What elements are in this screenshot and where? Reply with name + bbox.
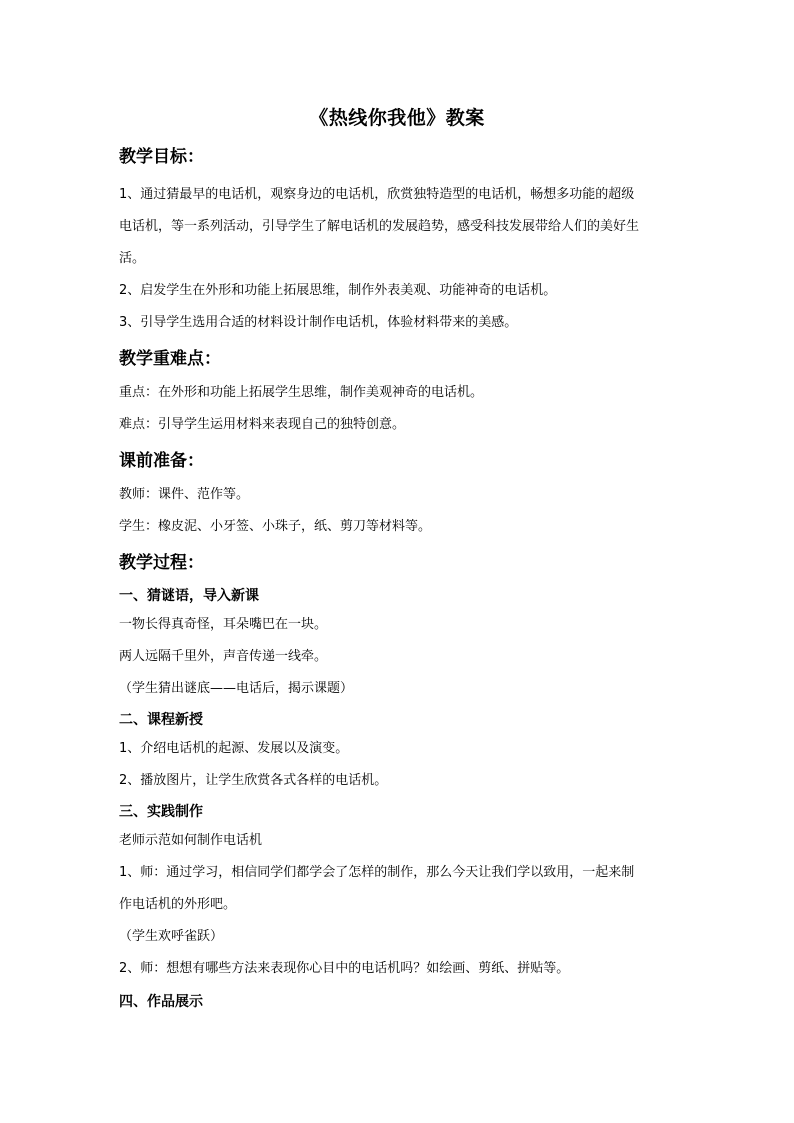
document-title: 《热线你我他》教案 bbox=[309, 107, 485, 129]
step1-heading: 一、猜谜语，导入新课 bbox=[119, 588, 259, 604]
step3-heading: 三、实践制作 bbox=[119, 804, 203, 820]
key-point-line: 难点：引导学生运用材料来表现自己的独特创意。 bbox=[119, 417, 406, 432]
prep-block bbox=[119, 479, 679, 543]
key-points-block bbox=[119, 377, 679, 441]
step3-line: 老师示范如何制作电话机 bbox=[119, 833, 263, 848]
key-points-heading: 教学重难点： bbox=[119, 349, 221, 369]
step1-line: （学生猜出谜底——电话后，揭示课题） bbox=[119, 681, 354, 696]
step4-heading: 四、作品展示 bbox=[119, 994, 203, 1010]
step2-line: 1、介绍电话机的起源、发展以及演变。 bbox=[119, 741, 349, 756]
prep-line: 学生：橡皮泥、小牙签、小珠子，纸、剪刀等材料等。 bbox=[119, 519, 432, 534]
document-body bbox=[119, 143, 679, 1013]
step2-line: 2、播放图片，让学生欣赏各式各样的电话机。 bbox=[119, 773, 388, 788]
goals-block bbox=[119, 179, 679, 339]
step3-line: 作电话机的外形吧。 bbox=[119, 897, 237, 912]
process-heading: 教学过程： bbox=[119, 553, 204, 573]
step1-line: 两人远隔千里外，声音传递一线牵。 bbox=[119, 649, 328, 664]
step3-line: （学生欢呼雀跃） bbox=[119, 929, 224, 944]
step3-line: 1、师：通过学习，相信同学们都学会了怎样的制作，那么今天让我们学以致用，一起来制 bbox=[119, 865, 635, 880]
step2-block bbox=[119, 733, 679, 797]
step1-line: 一物长得真奇怪，耳朵嘴巴在一块。 bbox=[119, 617, 328, 632]
step1-block bbox=[119, 609, 679, 705]
goals-line: 1、通过猜最早的电话机，观察身边的电话机，欣赏独特造型的电话机，畅想多功能的超级 bbox=[119, 187, 635, 202]
prep-heading: 课前准备： bbox=[119, 451, 204, 471]
goals-line: 活。 bbox=[119, 251, 146, 266]
goals-line: 3、引导学生选用合适的材料设计制作电话机，体验材料带来的美感。 bbox=[119, 315, 518, 330]
prep-line: 教师：课件、范作等。 bbox=[119, 487, 250, 502]
step3-block bbox=[119, 825, 679, 985]
goals-line: 电话机，等一系列活动，引导学生了解电话机的发展趋势，感受科技发展带给人们的美好生 bbox=[119, 219, 640, 234]
key-point-line: 重点：在外形和功能上拓展学生思维，制作美观神奇的电话机。 bbox=[119, 385, 484, 400]
step2-heading: 二、课程新授 bbox=[119, 712, 203, 728]
step3-line: 2、师：想想有哪些方法来表现你心目中的电话机吗？如绘画、剪纸、拼贴等。 bbox=[119, 961, 570, 976]
goals-heading: 教学目标： bbox=[119, 147, 204, 167]
goals-line: 2、启发学生在外形和功能上拓展思维，制作外表美观、功能神奇的电话机。 bbox=[119, 283, 557, 298]
